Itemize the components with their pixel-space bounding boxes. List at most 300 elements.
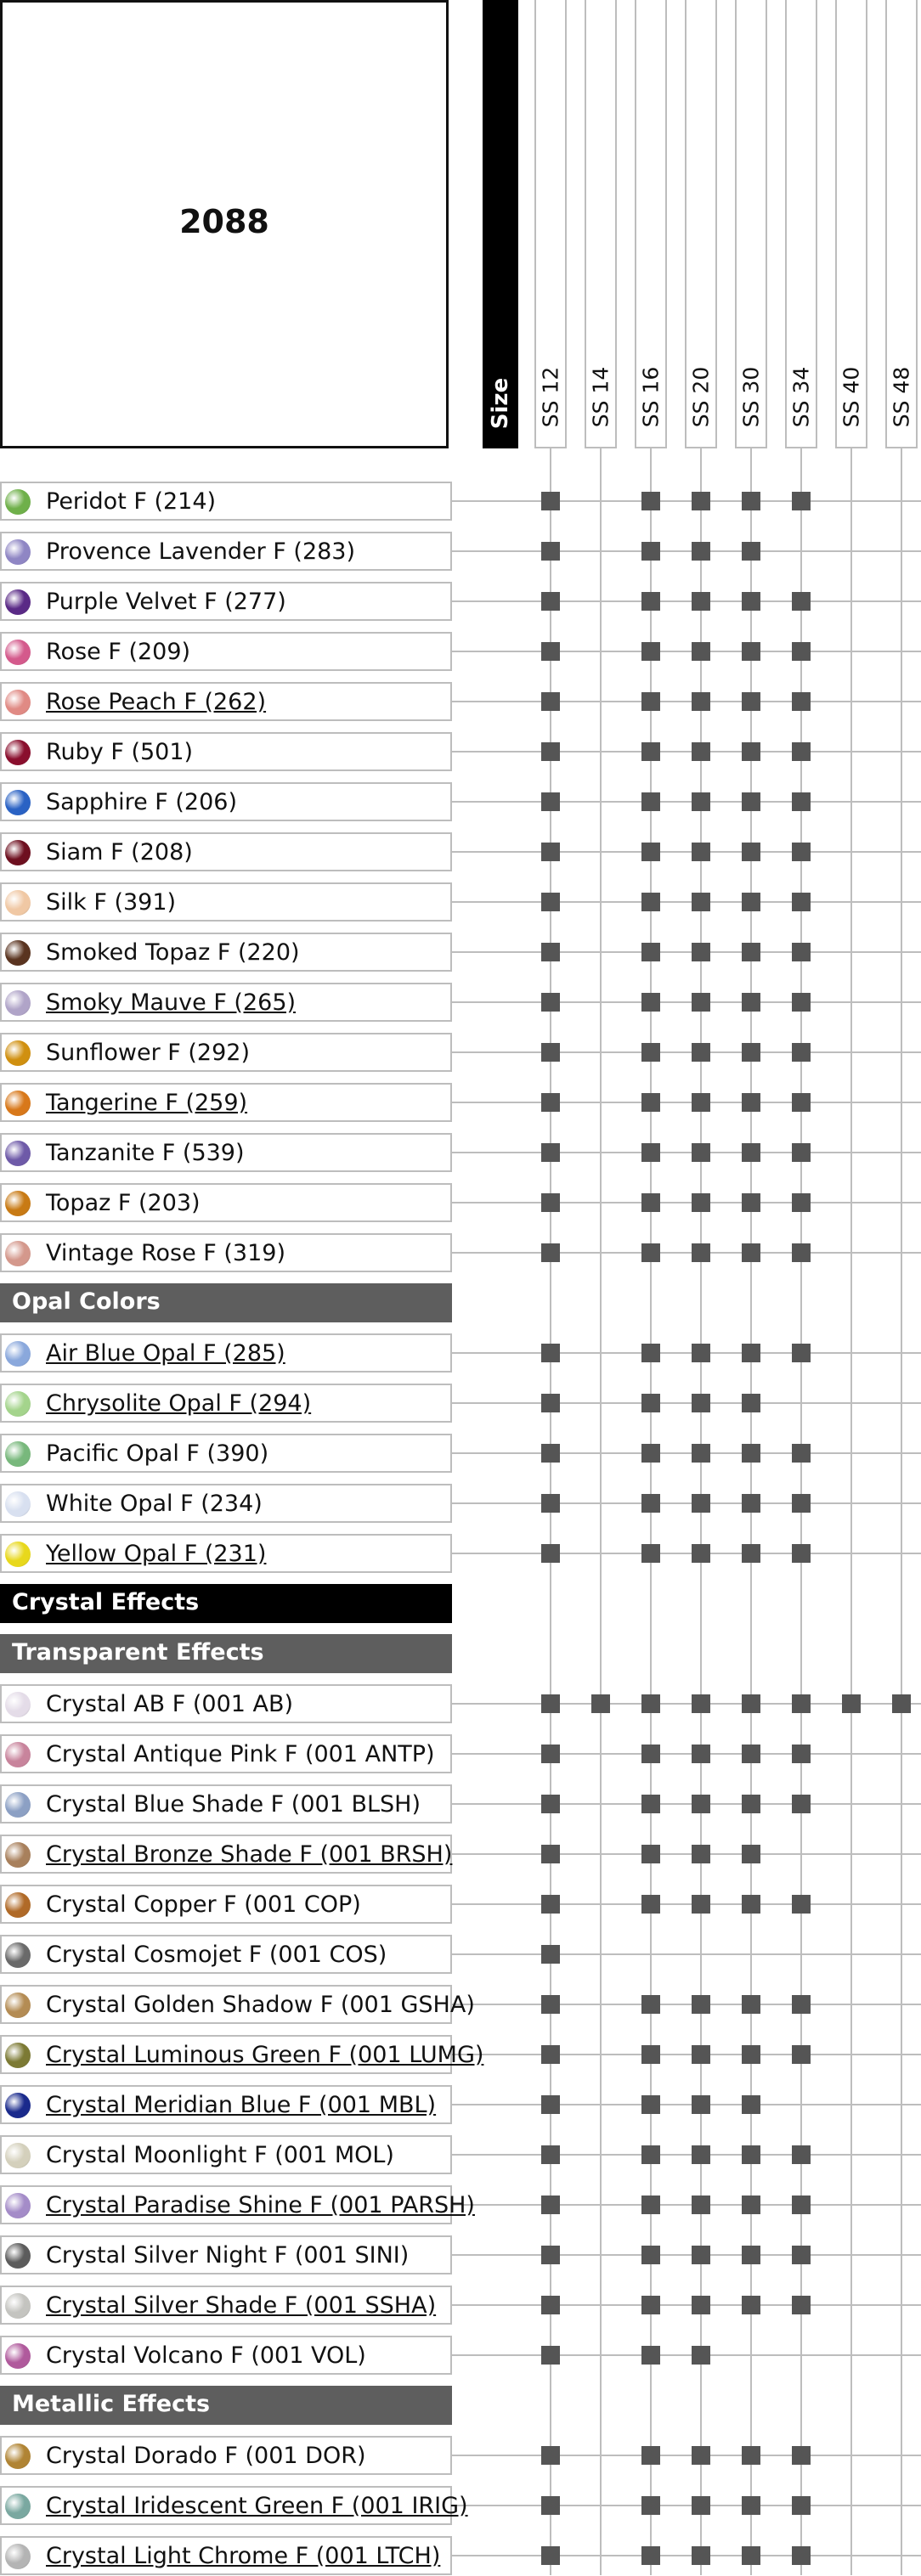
availability-mark	[641, 1193, 660, 1212]
availability-mark	[692, 1845, 710, 1863]
color-name: Crystal Volcano F (001 VOL)	[46, 2342, 366, 2369]
color-name: Vintage Rose F (319)	[46, 1240, 285, 1266]
color-row[interactable]	[0, 1484, 452, 1523]
color-name: Siam F (208)	[46, 839, 193, 865]
color-swatch-icon	[5, 489, 31, 515]
color-row[interactable]	[0, 682, 452, 721]
color-row[interactable]	[0, 1985, 475, 2024]
availability-mark	[742, 943, 760, 961]
availability-mark	[641, 1093, 660, 1112]
color-name: Crystal Moonlight F (001 MOL)	[46, 2142, 394, 2168]
availability-mark	[641, 792, 660, 811]
color-name: White Opal F (234)	[46, 1491, 263, 1517]
availability-mark	[692, 2446, 710, 2465]
availability-mark	[692, 1043, 710, 1062]
availability-mark	[792, 1043, 811, 1062]
availability-mark	[692, 943, 710, 961]
row-guide-line	[450, 1502, 921, 1504]
color-swatch-icon	[5, 1241, 31, 1266]
availability-mark	[541, 1043, 560, 1062]
color-swatch-icon	[5, 1441, 31, 1467]
row-guide-line	[450, 2204, 921, 2206]
availability-mark	[692, 1193, 710, 1212]
color-row[interactable]	[0, 882, 452, 922]
availability-mark	[742, 1344, 760, 1362]
availability-mark	[742, 1193, 760, 1212]
color-row[interactable]	[0, 2135, 452, 2174]
availability-mark	[641, 1444, 660, 1463]
color-swatch-icon	[5, 1742, 31, 1767]
size-column-line	[850, 448, 852, 2575]
availability-mark	[792, 1494, 811, 1513]
availability-mark	[641, 642, 660, 661]
availability-mark	[792, 2296, 811, 2314]
availability-mark	[792, 692, 811, 711]
availability-mark	[692, 1344, 710, 1362]
color-row[interactable]	[0, 1434, 452, 1473]
availability-mark	[792, 2496, 811, 2515]
color-row[interactable]	[0, 1183, 452, 1222]
availability-mark	[641, 2145, 660, 2164]
color-swatch-icon	[5, 1341, 31, 1367]
availability-mark	[742, 1093, 760, 1112]
row-guide-line	[450, 2455, 921, 2456]
color-row[interactable]	[0, 933, 452, 972]
availability-mark	[541, 993, 560, 1012]
availability-mark	[792, 943, 811, 961]
availability-mark	[541, 1895, 560, 1914]
color-swatch-icon	[5, 2494, 31, 2519]
color-name: Crystal Copper F (001 COP)	[46, 1891, 361, 1918]
section-header	[0, 1634, 452, 1673]
availability-mark	[641, 1895, 660, 1914]
availability-mark	[641, 1694, 660, 1713]
availability-mark	[541, 2095, 560, 2114]
availability-mark	[792, 492, 811, 510]
availability-mark	[792, 1243, 811, 1262]
availability-mark	[541, 1093, 560, 1112]
availability-mark	[541, 1845, 560, 1863]
availability-mark	[541, 843, 560, 861]
availability-mark	[641, 492, 660, 510]
color-name: Crystal Cosmojet F (001 COS)	[46, 1942, 387, 1968]
availability-mark	[742, 1745, 760, 1763]
availability-mark	[742, 2296, 760, 2314]
availability-mark	[541, 742, 560, 761]
availability-mark	[692, 1995, 710, 2014]
color-swatch-icon	[5, 790, 31, 815]
availability-mark	[792, 742, 811, 761]
availability-mark	[792, 1895, 811, 1914]
availability-mark	[541, 592, 560, 611]
color-row[interactable]	[0, 582, 452, 621]
size-column-header	[534, 0, 567, 448]
availability-mark	[742, 1694, 760, 1713]
color-name: Tanzanite F (539)	[46, 1140, 245, 1166]
color-swatch-icon	[5, 2444, 31, 2469]
row-guide-line	[450, 1753, 921, 1755]
color-row[interactable]	[0, 983, 452, 1022]
availability-mark	[641, 592, 660, 611]
article-number: 2088	[179, 203, 269, 240]
availability-mark	[641, 1795, 660, 1813]
availability-mark	[541, 1945, 560, 1964]
availability-mark	[692, 2296, 710, 2314]
availability-mark	[692, 642, 710, 661]
availability-mark	[692, 1544, 710, 1563]
availability-mark	[541, 1995, 560, 2014]
availability-mark	[742, 843, 760, 861]
availability-mark	[692, 1795, 710, 1813]
availability-mark	[541, 2296, 560, 2314]
color-row[interactable]	[0, 1784, 452, 1823]
availability-mark	[742, 592, 760, 611]
availability-mark	[792, 843, 811, 861]
row-guide-line	[450, 851, 921, 853]
availability-mark	[742, 1895, 760, 1914]
section-title: Crystal Effects	[12, 1589, 200, 1615]
availability-mark	[541, 1795, 560, 1813]
availability-mark	[692, 893, 710, 911]
row-guide-line	[450, 951, 921, 953]
color-row[interactable]	[0, 1233, 452, 1272]
availability-mark	[641, 1745, 660, 1763]
row-guide-line	[450, 1402, 921, 1404]
availability-mark	[692, 2045, 710, 2064]
color-name[interactable]: Crystal Silver Shade F (001 SSHA)	[46, 2292, 437, 2319]
color-row[interactable]	[0, 1835, 452, 1874]
availability-mark	[792, 993, 811, 1012]
section-header	[0, 1584, 452, 1623]
color-row[interactable]	[0, 1033, 452, 1072]
color-row[interactable]	[0, 2336, 452, 2375]
color-name: Smoked Topaz F (220)	[46, 939, 300, 966]
availability-mark	[692, 2095, 710, 2114]
availability-mark	[541, 1243, 560, 1262]
availability-mark	[541, 642, 560, 661]
color-row[interactable]	[0, 1384, 452, 1423]
color-name: Crystal Blue Shade F (001 BLSH)	[46, 1791, 421, 1818]
availability-mark	[641, 1995, 660, 2014]
availability-mark	[641, 2045, 660, 2064]
size-column-line	[901, 448, 902, 2575]
availability-mark	[541, 2346, 560, 2365]
availability-mark	[692, 592, 710, 611]
availability-mark	[692, 843, 710, 861]
color-swatch-icon	[5, 589, 31, 615]
availability-mark	[692, 542, 710, 561]
color-swatch-icon	[5, 890, 31, 916]
color-name[interactable]: Crystal Meridian Blue F (001 MBL)	[46, 2092, 437, 2118]
color-name: Peridot F (214)	[46, 488, 217, 515]
color-swatch-icon	[5, 690, 31, 715]
availability-mark	[541, 2446, 560, 2465]
color-name[interactable]: Chrysolite Opal F (294)	[46, 1390, 312, 1417]
size-column-header	[835, 0, 867, 448]
availability-mark	[792, 592, 811, 611]
availability-mark	[641, 1243, 660, 1262]
availability-mark	[742, 542, 760, 561]
row-guide-line	[450, 1953, 921, 1955]
availability-mark	[792, 1995, 811, 2014]
section-title: Metallic Effects	[12, 2391, 211, 2417]
section-title: Opal Colors	[12, 1288, 161, 1315]
section-header	[0, 2386, 452, 2425]
row-guide-line	[450, 600, 921, 602]
availability-mark	[792, 792, 811, 811]
availability-mark	[641, 2296, 660, 2314]
color-name: Silk F (391)	[46, 889, 177, 916]
size-column-header	[585, 0, 617, 448]
availability-mark	[742, 2496, 760, 2515]
size-column-label: SS 40	[839, 366, 864, 428]
color-swatch-icon	[5, 2043, 31, 2068]
availability-mark	[641, 843, 660, 861]
row-guide-line	[450, 550, 921, 552]
color-swatch-icon	[5, 740, 31, 765]
section-header	[0, 1283, 452, 1322]
section-title: Transparent Effects	[12, 1639, 264, 1666]
color-name[interactable]: Crystal Luminous Green F (001 LUMG)	[46, 2042, 484, 2068]
availability-mark	[641, 2196, 660, 2214]
color-swatch-icon	[5, 1191, 31, 1216]
row-guide-line	[450, 1001, 921, 1003]
availability-mark	[742, 742, 760, 761]
availability-mark	[742, 1494, 760, 1513]
availability-mark	[742, 893, 760, 911]
color-row[interactable]	[0, 2035, 484, 2074]
color-name[interactable]: Crystal Iridescent Green F (001 IRIG)	[46, 2493, 468, 2519]
availability-mark	[792, 1193, 811, 1212]
color-name: Ruby F (501)	[46, 739, 194, 765]
color-swatch-icon	[5, 990, 31, 1016]
color-row[interactable]	[0, 832, 452, 871]
availability-mark	[842, 1694, 861, 1713]
color-name: Crystal Dorado F (001 DOR)	[46, 2443, 366, 2469]
article-box	[0, 0, 449, 448]
availability-mark	[792, 2045, 811, 2064]
color-name[interactable]: Crystal Light Chrome F (001 LTCH)	[46, 2543, 441, 2569]
color-swatch-icon	[5, 1842, 31, 1868]
row-guide-line	[450, 1853, 921, 1855]
availability-mark	[692, 1243, 710, 1262]
color-swatch-icon	[5, 2243, 31, 2269]
availability-mark	[692, 2145, 710, 2164]
availability-mark	[541, 792, 560, 811]
availability-mark	[792, 2546, 811, 2565]
color-row[interactable]	[0, 482, 452, 521]
availability-mark	[541, 2546, 560, 2565]
availability-mark	[742, 792, 760, 811]
availability-mark	[792, 2196, 811, 2214]
availability-mark	[641, 2496, 660, 2515]
color-swatch-icon	[5, 1993, 31, 2018]
availability-mark	[742, 1243, 760, 1262]
color-row[interactable]	[0, 732, 452, 771]
color-name[interactable]: Yellow Opal F (231)	[46, 1541, 267, 1567]
color-swatch-icon	[5, 1091, 31, 1116]
size-column-header	[885, 0, 918, 448]
size-column-label: SS 34	[788, 366, 814, 428]
color-row[interactable]	[0, 2536, 452, 2575]
row-guide-line	[450, 1252, 921, 1254]
color-row[interactable]	[0, 2185, 475, 2224]
availability-mark	[742, 692, 760, 711]
row-guide-line	[450, 1051, 921, 1053]
row-guide-line	[450, 1352, 921, 1354]
availability-mark	[692, 2196, 710, 2214]
availability-mark	[541, 1544, 560, 1563]
color-swatch-icon	[5, 940, 31, 966]
color-row[interactable]	[0, 2436, 452, 2475]
availability-mark	[541, 2246, 560, 2264]
color-row[interactable]	[0, 782, 452, 821]
availability-mark	[792, 1143, 811, 1162]
color-swatch-icon	[5, 2343, 31, 2369]
availability-mark	[641, 1544, 660, 1563]
color-row[interactable]	[0, 1684, 452, 1723]
availability-mark	[692, 1694, 710, 1713]
availability-mark	[792, 2145, 811, 2164]
size-column-label: SS 30	[738, 366, 764, 428]
availability-mark	[742, 2246, 760, 2264]
availability-mark	[541, 1394, 560, 1412]
color-name: Sapphire F (206)	[46, 789, 237, 815]
availability-mark	[692, 1745, 710, 1763]
availability-mark	[692, 2496, 710, 2515]
availability-mark	[541, 2145, 560, 2164]
color-row[interactable]	[0, 532, 452, 571]
availability-mark	[641, 2446, 660, 2465]
row-guide-line	[450, 1803, 921, 1805]
color-swatch-icon	[5, 840, 31, 865]
color-swatch-icon	[5, 1391, 31, 1417]
availability-mark	[742, 2446, 760, 2465]
row-guide-line	[450, 500, 921, 502]
availability-mark	[541, 2196, 560, 2214]
color-row[interactable]	[0, 2286, 452, 2325]
row-guide-line	[450, 2104, 921, 2105]
color-swatch-icon	[5, 1942, 31, 1968]
availability-mark	[742, 1444, 760, 1463]
color-swatch-icon	[5, 1542, 31, 1567]
color-row[interactable]	[0, 1083, 452, 1122]
availability-mark	[641, 1043, 660, 1062]
availability-mark	[591, 1694, 610, 1713]
row-guide-line	[450, 1202, 921, 1203]
availability-mark	[641, 692, 660, 711]
color-swatch-icon	[5, 2093, 31, 2118]
availability-mark	[742, 2095, 760, 2114]
availability-mark	[692, 1895, 710, 1914]
row-guide-line	[450, 1152, 921, 1153]
color-name[interactable]: Tangerine F (259)	[46, 1090, 248, 1116]
availability-mark	[742, 993, 760, 1012]
availability-mark	[541, 1694, 560, 1713]
color-row[interactable]	[0, 1885, 452, 1924]
row-guide-line	[450, 2054, 921, 2055]
availability-mark	[641, 893, 660, 911]
color-row[interactable]	[0, 1333, 452, 1373]
availability-mark	[641, 1344, 660, 1362]
size-header	[483, 0, 518, 448]
availability-mark	[641, 2095, 660, 2114]
availability-mark	[742, 2145, 760, 2164]
availability-mark	[792, 893, 811, 911]
availability-mark	[541, 1444, 560, 1463]
row-guide-line	[450, 1903, 921, 1905]
size-column-header	[785, 0, 817, 448]
availability-mark	[692, 1394, 710, 1412]
color-row[interactable]	[0, 1534, 452, 1573]
availability-mark	[541, 1193, 560, 1212]
availability-mark	[541, 1494, 560, 1513]
color-name[interactable]: Crystal Bronze Shade F (001 BRSH)	[46, 1841, 453, 1868]
row-guide-line	[450, 901, 921, 903]
availability-mark	[641, 1394, 660, 1412]
availability-mark	[792, 1795, 811, 1813]
availability-mark	[692, 492, 710, 510]
size-label: Size	[488, 377, 513, 430]
availability-mark	[692, 2246, 710, 2264]
availability-mark	[742, 2546, 760, 2565]
color-row[interactable]	[0, 2085, 452, 2124]
color-row[interactable]	[0, 2235, 452, 2274]
row-guide-line	[450, 2505, 921, 2506]
color-swatch-icon	[5, 1892, 31, 1918]
availability-mark	[541, 1344, 560, 1362]
row-guide-line	[450, 801, 921, 803]
availability-mark	[641, 1143, 660, 1162]
availability-mark	[892, 1694, 911, 1713]
row-guide-line	[450, 2304, 921, 2306]
availability-mark	[742, 1845, 760, 1863]
size-column-label: SS 16	[638, 366, 664, 428]
availability-mark	[692, 993, 710, 1012]
availability-mark	[641, 1494, 660, 1513]
color-name: Crystal Silver Night F (001 SINI)	[46, 2242, 410, 2269]
color-row[interactable]	[0, 1734, 452, 1773]
color-swatch-icon	[5, 1792, 31, 1818]
color-name[interactable]: Smoky Mauve F (265)	[46, 989, 297, 1016]
color-name: Topaz F (203)	[46, 1190, 201, 1216]
color-name[interactable]: Air Blue Opal F (285)	[46, 1340, 285, 1367]
size-column-label: SS 48	[889, 366, 914, 428]
row-guide-line	[450, 2354, 921, 2356]
size-column-label: SS 14	[588, 366, 613, 428]
color-row[interactable]	[0, 1133, 452, 1172]
color-name[interactable]: Crystal Paradise Shine F (001 PARSH)	[46, 2192, 475, 2218]
availability-mark	[641, 2546, 660, 2565]
color-name: Crystal AB F (001 AB)	[46, 1691, 294, 1717]
color-name: Crystal Golden Shadow F (001 GSHA)	[46, 1992, 475, 2018]
availability-mark	[742, 1795, 760, 1813]
color-name: Provence Lavender F (283)	[46, 538, 356, 565]
color-row[interactable]	[0, 1935, 452, 1974]
availability-mark	[792, 1745, 811, 1763]
color-name[interactable]: Rose Peach F (262)	[46, 689, 267, 715]
availability-mark	[541, 1745, 560, 1763]
availability-mark	[692, 1093, 710, 1112]
availability-mark	[792, 2446, 811, 2465]
color-name: Pacific Opal F (390)	[46, 1440, 269, 1467]
color-row[interactable]	[0, 2486, 468, 2525]
color-row[interactable]	[0, 632, 452, 671]
color-name: Sunflower F (292)	[46, 1040, 250, 1066]
availability-mark	[742, 1143, 760, 1162]
color-swatch-icon	[5, 2293, 31, 2319]
availability-mark	[541, 692, 560, 711]
